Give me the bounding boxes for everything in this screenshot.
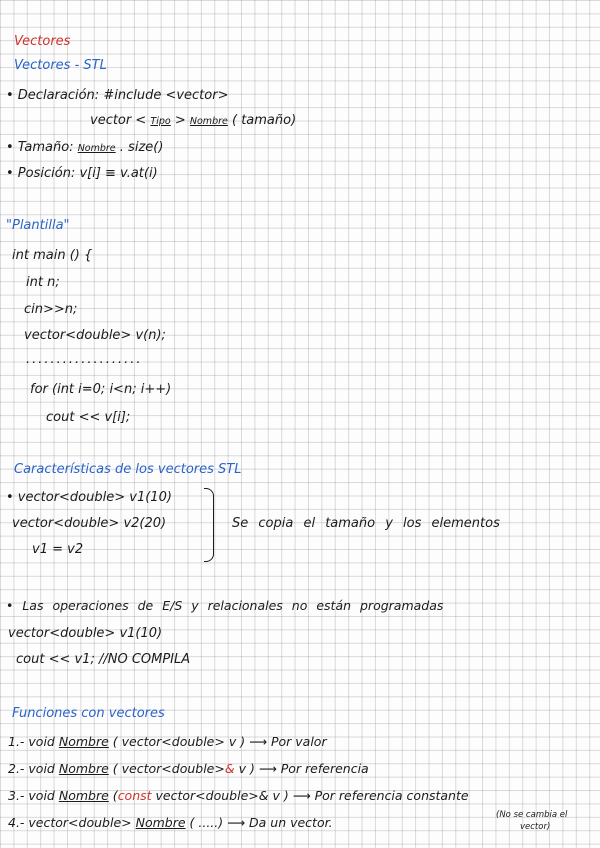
caract-line: • vector<double> v1(10) <box>6 490 172 505</box>
funcion-desc: Por valor <box>270 734 327 749</box>
caract-line: vector<double> v2(20) <box>12 516 167 531</box>
operaciones-line: cout << v1; //NO COMPILA <box>16 652 191 667</box>
tamano-label: • Tamaño: <box>6 140 74 155</box>
brace-bracket <box>204 488 214 562</box>
funcion-desc: Por referencia constante <box>314 788 469 803</box>
decl-tipo: Tipo <box>150 116 171 127</box>
funciones-heading: Funciones con vectores <box>12 706 165 721</box>
funcion-item <box>8 815 333 831</box>
funcion-args: ( vector<double> v ) <box>112 734 246 749</box>
page-title: Vectores <box>14 34 71 49</box>
posicion-label: • Posición: <box>6 166 76 181</box>
funcion-num: 4.- vector<double> <box>8 815 132 830</box>
funcion-item <box>8 761 369 777</box>
funcion-args: v ) <box>238 761 255 776</box>
funcion-args: ( <box>112 788 118 803</box>
decl-vector-open: vector < <box>90 113 147 128</box>
arrow-icon: ⟶ <box>227 815 246 830</box>
funcion-item <box>8 788 469 804</box>
funcion-args: ( vector<double> <box>112 761 225 776</box>
caract-note: Se copia el tamaño y los elementos <box>232 516 500 531</box>
funcion-nombre: Nombre <box>135 815 186 830</box>
footnote-line-1: (No se cambia el <box>496 810 568 820</box>
funcion-num: 1.- void <box>8 734 55 749</box>
arrow-icon: ⟶ <box>249 734 267 749</box>
const-red: const <box>117 788 152 803</box>
tamano-nombre: Nombre <box>77 143 116 154</box>
tamano-row <box>6 140 163 157</box>
funcion-desc: Por referencia <box>280 761 369 776</box>
ampersand-red: & <box>224 761 235 776</box>
decl-close: > <box>174 113 186 128</box>
plantilla-line: int main () { <box>12 248 93 263</box>
plantilla-line: cout << v[i]; <box>46 410 131 425</box>
plantilla-line: vector<double> v(n); <box>24 328 166 343</box>
funcion-nombre: Nombre <box>58 734 109 749</box>
funcion-num: 3.- void <box>8 788 55 803</box>
arrow-icon: ⟶ <box>292 788 311 803</box>
operaciones-line: vector<double> v1(10) <box>8 626 163 641</box>
funcion-desc: Da un vector. <box>249 815 333 830</box>
caract-line: v1 = v2 <box>32 542 84 557</box>
plantilla-heading: "Plantilla" <box>6 218 70 233</box>
funcion-nombre: Nombre <box>58 788 109 803</box>
plantilla-ellipsis: ................... <box>26 352 143 367</box>
funcion-args: ( .....) <box>189 815 224 830</box>
decl-nombre: Nombre <box>189 116 228 127</box>
arrow-icon: ⟶ <box>258 761 277 776</box>
posicion-code: v[i] ≡ v.at(i) <box>79 166 158 181</box>
funcion-item <box>8 734 327 750</box>
section-heading-stl: Vectores - STL <box>14 58 107 73</box>
declaracion-row <box>6 88 228 104</box>
declaracion-include: #include <vector> <box>103 88 229 103</box>
plantilla-line: cin>>n; <box>24 302 78 317</box>
plantilla-line: int n; <box>26 275 60 290</box>
operaciones-line: • Las operaciones de E/S y relacionales no están programadas <box>6 598 444 613</box>
funcion-nombre: Nombre <box>58 761 109 776</box>
decl-tamano: ( tamaño) <box>232 113 297 128</box>
tamano-code: . size() <box>119 140 164 155</box>
footnote-line-2: vector) <box>520 822 551 832</box>
declaracion-label: • Declaración: <box>6 88 100 103</box>
declaracion-syntax-row <box>90 113 296 130</box>
caracteristicas-heading: Características de los vectores STL <box>14 462 242 477</box>
funcion-args: vector<double>& v ) <box>155 788 289 803</box>
plantilla-line: for (int i=0; i<n; i++) <box>30 382 172 397</box>
posicion-row <box>6 166 158 182</box>
funcion-num: 2.- void <box>8 761 55 776</box>
